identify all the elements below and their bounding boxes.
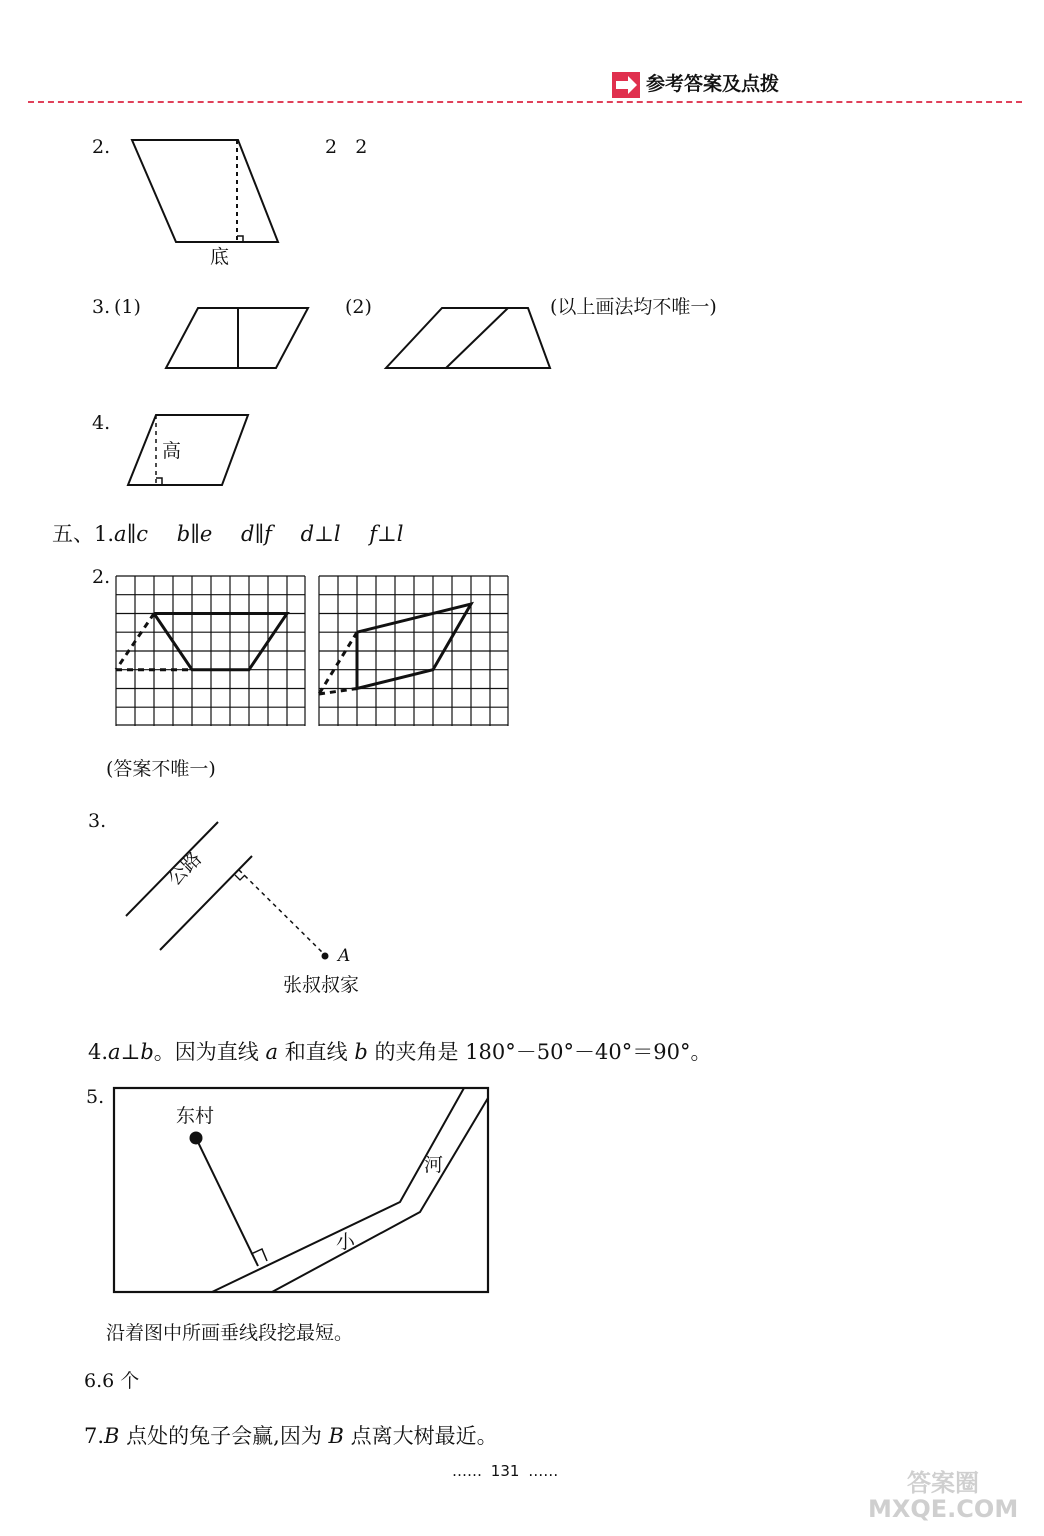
s5-q4-var-a: a bbox=[108, 1040, 121, 1064]
s5-q6-text: 6.6 个 bbox=[84, 1370, 140, 1392]
s5-q4-text1: 。因为直线 bbox=[153, 1040, 259, 1064]
s5-q5-river-map bbox=[112, 1086, 492, 1296]
s5-q4-perp: ⊥ bbox=[120, 1040, 141, 1064]
s5-q1-line bbox=[52, 518, 404, 548]
q3-number: 3. bbox=[92, 296, 111, 318]
q2-base-label: 底 bbox=[210, 246, 230, 268]
header-title: 参考答案及点拨 bbox=[646, 73, 780, 95]
q4-height-label: 高 bbox=[162, 440, 182, 462]
footer-dots-left: …… bbox=[452, 1462, 482, 1480]
s5-q7-var-b2: B bbox=[328, 1424, 344, 1448]
s5-q5-village-label: 东村 bbox=[176, 1105, 215, 1127]
s5-q7-var-b: B bbox=[104, 1424, 120, 1448]
q2-parallelogram-figure bbox=[120, 130, 290, 270]
watermark: 答案圈 MXQE.COM bbox=[868, 1469, 1019, 1524]
s5-q1-perp2: ⊥ bbox=[377, 522, 397, 546]
q3-figure-1 bbox=[160, 300, 320, 375]
s5-q3-road-label: 公路 bbox=[163, 847, 207, 891]
s5-q1-prefix: 五、1. bbox=[52, 522, 115, 546]
s5-q3-home-label: 张叔叔家 bbox=[283, 974, 360, 996]
header-divider bbox=[28, 101, 1022, 103]
s5-q5-river-label2: 小 bbox=[336, 1231, 356, 1253]
s5-q1-d2: d bbox=[300, 522, 315, 546]
double-arrow-icon bbox=[612, 72, 640, 98]
q2-answer: 2 2 bbox=[325, 136, 368, 158]
s5-q2-grid-right bbox=[319, 576, 509, 726]
s5-q1-l: l bbox=[333, 522, 341, 546]
s5-q1-par1: ∥ bbox=[126, 522, 137, 546]
page-number: 131 bbox=[490, 1462, 520, 1480]
s5-q1-perp1: ⊥ bbox=[314, 522, 334, 546]
footer-dots-right: …… bbox=[528, 1462, 559, 1480]
s5-q1-e: e bbox=[199, 522, 213, 546]
q3-note: (以上画法均不唯一) bbox=[550, 296, 717, 318]
s5-q7-text2: 点离大树最近。 bbox=[350, 1424, 498, 1448]
s5-q1-c: c bbox=[136, 522, 149, 546]
s5-q4-text2: 和直线 bbox=[284, 1040, 348, 1064]
s5-q2-grid-left bbox=[116, 576, 306, 726]
s5-q1-d: d bbox=[241, 522, 255, 546]
s5-q4-number: 4. bbox=[88, 1040, 109, 1064]
q4-parallelogram-figure bbox=[120, 405, 260, 495]
s5-q4-text3: 的夹角是 180°－50°－40°＝90°。 bbox=[374, 1040, 712, 1064]
s5-q5-number: 5. bbox=[86, 1086, 105, 1108]
s5-q3-point-label: A bbox=[338, 946, 351, 966]
s5-q4-var-a2: a bbox=[265, 1040, 278, 1064]
s5-q7-prefix: 7. bbox=[84, 1424, 105, 1448]
s5-q4-line bbox=[88, 1036, 711, 1066]
s5-q1-f2: f bbox=[369, 522, 378, 546]
s5-q2-note: (答案不唯一) bbox=[106, 758, 216, 780]
s5-q1-l2: l bbox=[396, 522, 404, 546]
s5-q7-line bbox=[84, 1420, 498, 1450]
q2-number: 2. bbox=[92, 136, 111, 158]
q3-part2: (2) bbox=[345, 296, 372, 318]
s5-q1-b: b bbox=[176, 522, 191, 546]
s5-q1-f: f bbox=[264, 522, 272, 546]
s5-q1-a: a bbox=[114, 522, 127, 546]
s5-q2-number: 2. bbox=[92, 566, 111, 588]
s5-q1-par3: ∥ bbox=[254, 522, 265, 546]
s5-q7-text1: 点处的兔子会赢,因为 bbox=[126, 1424, 322, 1448]
s5-q5-river-label1: 河 bbox=[424, 1154, 444, 1176]
q3-part1: (1) bbox=[114, 296, 141, 318]
s5-q3-number: 3. bbox=[88, 810, 107, 832]
page-number-footer bbox=[452, 1462, 558, 1480]
q4-number: 4. bbox=[92, 412, 111, 434]
q3-figure-2 bbox=[380, 300, 560, 375]
s5-q4-var-b2: b bbox=[354, 1040, 368, 1064]
s5-q1-par2: ∥ bbox=[190, 522, 200, 546]
s5-q5-answer: 沿着图中所画垂线段挖最短。 bbox=[106, 1322, 354, 1344]
s5-q4-var-b: b bbox=[140, 1040, 154, 1064]
